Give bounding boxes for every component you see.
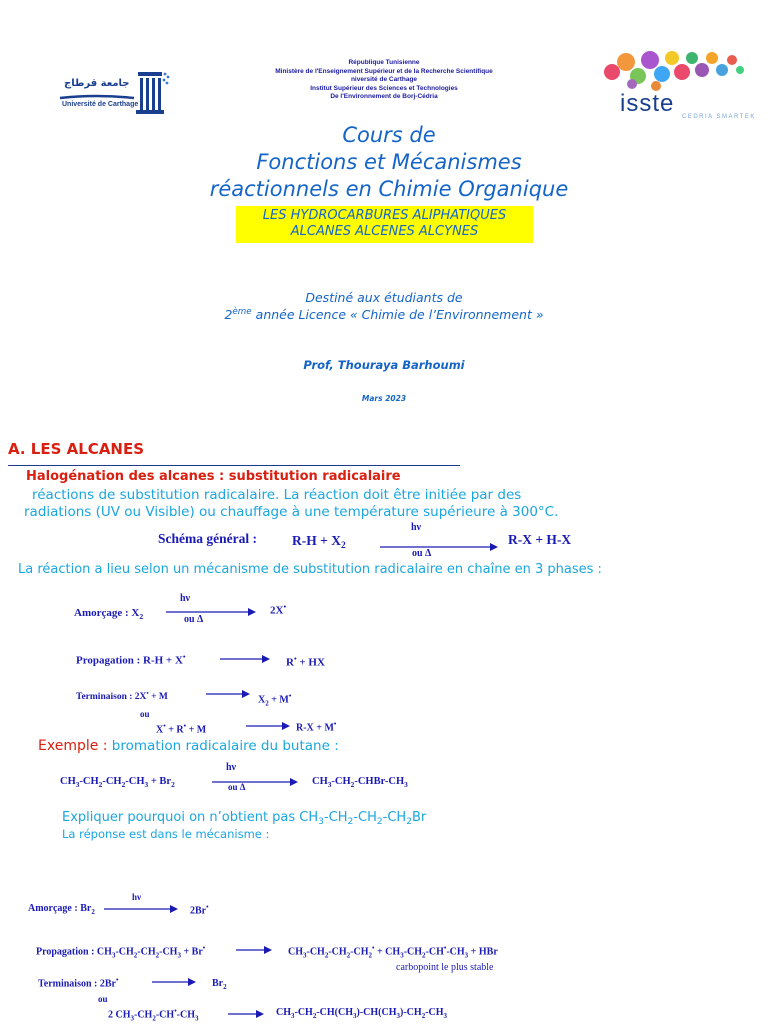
detail-terminaison: [38, 976, 118, 989]
detail-amorcage-top: hν: [132, 892, 142, 902]
propagation-rhs-hx: + HX: [296, 656, 325, 669]
detail-propagation-rhs: $CH_3-CH_2-CH_2-CH_2^• + CH_3-CH_2-CH^•-CH_3$ + HBr: [288, 944, 498, 960]
title-line: Cours de: [342, 123, 436, 147]
radical-dot: •: [183, 722, 187, 730]
example-arrow-bottom: ou Δ: [228, 782, 246, 792]
alt-lhs-x: X: [156, 724, 164, 736]
author: Prof, Thouraya Barhoumi: [303, 358, 465, 372]
detail-amorcage: Amorçage : $Br_2$: [28, 903, 95, 916]
detail-final-rhs-text: CH: [276, 1007, 291, 1018]
example-line: [38, 738, 339, 754]
detail-amorcage-text: Amorçage : Br: [28, 903, 92, 914]
reactant-ch: CH: [60, 776, 76, 787]
intro-line: réactions de substitution radicalaire. La réaction doit être initiée par des: [32, 487, 522, 503]
ordinal-number: 2: [224, 307, 233, 323]
scheme-arrow-bottom: ou Δ: [412, 548, 432, 559]
section-subtitle: Halogénation des alcanes : substitution radicalaire: [26, 469, 401, 484]
radical-dot: •: [146, 690, 149, 697]
scheme-rhs: R-X + H-X: [508, 532, 572, 547]
title-line: réactionnels en Chimie Organique: [209, 177, 569, 201]
radical-dot: •: [206, 903, 209, 911]
audience-line: Destiné aux étudiants de: [305, 290, 463, 305]
course-title: [0, 122, 768, 203]
section-title: A. LES ALCANES: [8, 440, 145, 458]
radical-dot: •: [283, 602, 287, 611]
alt-lhs-r: + R: [165, 724, 184, 736]
amorcage-label: [74, 607, 143, 621]
reaction-arrow: [246, 722, 292, 730]
alt-lhs-m: + M: [186, 724, 207, 736]
reaction-arrow: [166, 608, 258, 616]
scheme-arrow-top: hν: [411, 522, 422, 533]
detail-final-lhs-text: 2 CH: [108, 1009, 131, 1021]
termination-rhs-sub: 2: [265, 699, 269, 708]
header-line: République Tunisienne: [348, 59, 420, 66]
amorcage-sub: 2: [139, 612, 144, 621]
example-text: bromation radicalaire du butane :: [107, 738, 339, 754]
reaction-arrow: [380, 543, 500, 551]
detail-final-lhs: 2 $CH_3-CH_2-CH^•-CH_3$: [108, 1007, 199, 1023]
propagation-rhs: [286, 654, 325, 669]
header-line: De l'Environnement de Borj-Cédria: [330, 93, 438, 100]
question-text: Expliquer pourquoi on n’obtient pas CH: [62, 810, 319, 825]
radical-dot: •: [163, 722, 166, 730]
date: Mars 2023: [361, 394, 407, 403]
termination-rhs: [258, 692, 291, 707]
termination-rhs-m: + M: [268, 694, 289, 706]
detail-terminaison-text: Terminaison : 2Br: [38, 978, 116, 990]
header-line: Institut Supérieur des Sciences et Technologies: [310, 84, 458, 92]
logo-arabic-text: جامعة قرطاج: [64, 78, 130, 89]
carbopoint-note: carbopoint le plus stable: [396, 962, 494, 973]
section-divider: [8, 465, 460, 466]
propagation-rhs-text: R: [286, 656, 294, 669]
audience-line: [0, 305, 768, 322]
reaction-arrow: [228, 1010, 266, 1018]
amorcage-arrow-top: hν: [180, 593, 191, 604]
example-reactant: $CH_3-CH_2-CH_2-CH_3 + Br_2$: [60, 776, 175, 789]
isste-logo-text: isste: [620, 90, 675, 117]
radical-dot: •: [288, 692, 292, 700]
example-label: Exemple :: [38, 738, 108, 754]
logo-university-text: Université de Carthage: [62, 101, 139, 108]
highlight-line: LES HYDROCARBURES ALIPHATIQUES: [262, 208, 507, 223]
detail-term-product: $Br_2$: [212, 978, 227, 991]
propagation-lhs: [76, 652, 186, 667]
alt-rhs-text: R-X + M: [296, 722, 334, 734]
reaction-arrow: [236, 946, 274, 954]
header-line: niversité de Carthage: [350, 76, 418, 83]
amorcage-text: Amorçage : X: [74, 607, 140, 619]
question: Expliquer pourquoi on n’obtient pas $CH_3-CH_2-CH_2-CH_2Br$: [62, 810, 427, 827]
detail-amorcage-product: [190, 903, 209, 916]
or-text: ou: [98, 994, 108, 1004]
radical-dot: •: [293, 654, 297, 663]
reaction-arrow: [220, 655, 272, 663]
radical-dot: •: [333, 720, 337, 728]
termination-lhs-text: Terminaison : 2X: [76, 692, 147, 703]
answer-intro: La réponse est dans le mécanisme :: [62, 827, 270, 841]
alt-termination-rhs: [296, 720, 336, 733]
reaction-arrow: [212, 778, 300, 786]
mechanism-intro: La réaction a lieu selon un mécanisme de substitution radicalaire en chaîne en 3 phases :: [18, 562, 602, 577]
isste-logo-subtext: CEDRIA SMARTEK: [682, 114, 756, 120]
audience: [0, 290, 768, 322]
radical-dot: •: [182, 652, 186, 661]
amorcage-product: [270, 602, 286, 617]
amorcage-arrow-bottom: ou Δ: [184, 614, 204, 625]
example-arrow-top: hν: [226, 762, 237, 773]
scheme-lhs: [292, 533, 346, 551]
scheme-lhs-sub: 2: [340, 541, 346, 551]
radical-dot: •: [115, 976, 119, 984]
reaction-arrow: [104, 905, 180, 913]
institution-header: [0, 59, 768, 102]
detail-final-rhs: $CH_3-CH_2-CH(CH_3)-CH(CH_3)-CH_2-CH_3$: [276, 1007, 448, 1020]
highlight-text: [236, 208, 533, 240]
intro-line: radiations (UV ou Visible) ou chauffage à une température supérieure à 300°C.: [24, 504, 559, 520]
detail-amorcage-product-text: 2Br: [190, 905, 207, 917]
scheme-label: Schéma général :: [158, 531, 257, 546]
scheme-lhs-text: R-H + X: [292, 533, 341, 548]
propagation-lhs-text: Propagation : R-H + X: [76, 654, 183, 667]
alt-termination-lhs: [156, 722, 206, 735]
ordinal-suffix: ème: [232, 307, 252, 317]
termination-lhs-m: + M: [148, 692, 168, 703]
detail-propagation-text: Propagation : CH: [36, 946, 112, 958]
amorcage-product-text: 2X: [270, 604, 284, 617]
example-product: $CH_3-CH_2-CHBr-CH_3$: [312, 776, 408, 789]
highlight-line: ALCANES ALCENES ALCYNES: [290, 224, 479, 239]
termination-lhs: [76, 690, 168, 702]
detail-propagation: Propagation : $CH_3-CH_2-CH_2-CH_3 + Br^•$: [36, 944, 206, 960]
or-text: ou: [140, 709, 150, 719]
audience-program: année Licence « Chimie de l’Environnement »: [251, 307, 544, 323]
header-line: Ministère de l'Enseignement Supérieur et de la Recherche Scientifique: [275, 67, 493, 75]
reaction-arrow: [206, 690, 252, 698]
title-line: Fonctions et Mécanismes: [256, 150, 522, 174]
detail-term-product-text: Br: [212, 978, 224, 989]
reaction-arrow: [152, 978, 198, 986]
termination-rhs-text: X: [258, 694, 266, 706]
